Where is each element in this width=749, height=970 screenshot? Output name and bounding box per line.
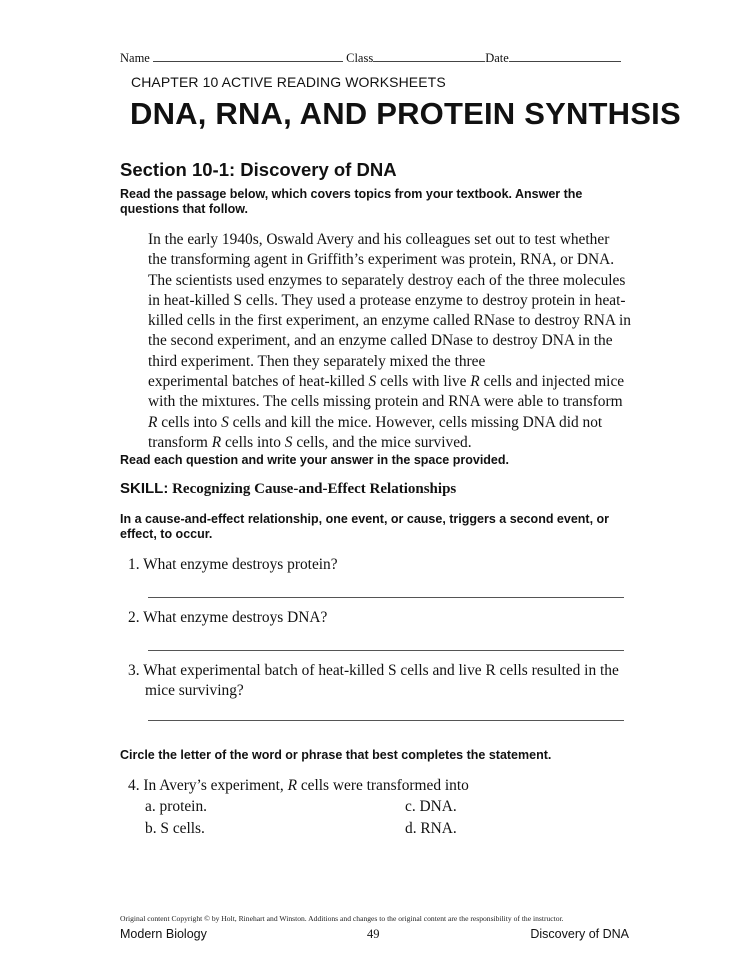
- footer-book-title: Modern Biology: [120, 927, 207, 941]
- passage-line: R cells into S cells and kill the mice. However, cells missing DNA did not: [148, 413, 603, 431]
- choice-b[interactable]: b. S cells.: [145, 820, 205, 837]
- skill-heading: [120, 480, 456, 498]
- passage-line: transform R cells into S cells, and the mice survived.: [148, 433, 472, 451]
- footer-section-title: Discovery of DNA: [530, 927, 629, 941]
- answer-line-3[interactable]: [148, 720, 624, 721]
- passage-line: third experiment. Then they separately mixed the three: [148, 352, 486, 370]
- description-line: In a cause-and-effect relationship, one event, or cause, triggers a second event, or: [120, 512, 610, 526]
- question-number: 4.: [128, 777, 140, 794]
- question-text: What experimental batch of heat-killed S cells and live R cells resulted in the: [143, 662, 619, 679]
- choice-d[interactable]: d. RNA.: [405, 820, 457, 837]
- question-text: In Avery’s experiment, R cells were transformed into: [143, 777, 469, 794]
- passage-line: experimental batches of heat-killed S cells with live R cells and injected mice: [148, 373, 625, 390]
- page-title: DNA, RNA, AND PROTEIN SYNTHSIS: [130, 96, 681, 131]
- name-label: Name: [120, 51, 150, 65]
- question-4: [128, 776, 469, 796]
- mc-instruction: Circle the letter of the word or phrase that best completes the statement.: [120, 748, 552, 762]
- passage-line: the transforming agent in Griffith’s experiment was protein, RNA, or DNA.: [148, 251, 615, 269]
- skill-description: [120, 512, 609, 542]
- answer-line-2[interactable]: [148, 650, 624, 651]
- passage-line: the second experiment, and an enzyme called DNase to destroy DNA in the: [148, 332, 613, 350]
- question-2: [128, 608, 327, 628]
- question-text: What enzyme destroys DNA?: [143, 609, 328, 626]
- passage-instruction: [120, 187, 582, 217]
- date-field[interactable]: [509, 50, 621, 62]
- description-line: effect, to occur.: [120, 527, 213, 541]
- passage-line: killed cells in the first experiment, an enzyme called RNase to destroy RNA in: [148, 312, 631, 330]
- page-number: 49: [367, 927, 380, 941]
- name-field[interactable]: [153, 50, 343, 62]
- choice-c[interactable]: c. DNA.: [405, 798, 457, 815]
- passage-paragraph-2: [148, 372, 648, 453]
- header-fields: [120, 50, 621, 66]
- passage-line: with the mixtures. The cells missing protein and RNA were able to transform: [148, 393, 623, 411]
- question-number: 1.: [128, 556, 140, 573]
- skill-title: Recognizing Cause-and-Effect Relationships: [172, 481, 457, 497]
- passage-paragraph-1: [148, 230, 648, 372]
- question-1: [128, 555, 338, 575]
- instruction-line: questions that follow.: [120, 202, 249, 216]
- passage-line: In the early 1940s, Oswald Avery and his colleagues set out to test whether: [148, 231, 610, 248]
- passage-line: in heat-killed S cells. They used a protease enzyme to destroy protein in heat-: [148, 291, 626, 309]
- answer-line-1[interactable]: [148, 597, 624, 598]
- class-label: Class: [346, 51, 374, 65]
- chapter-label: CHAPTER 10 ACTIVE READING WORKSHEETS: [131, 74, 446, 90]
- question-number: 2.: [128, 609, 140, 626]
- instruction-line: Read the passage below, which covers topics from your textbook. Answer the: [120, 187, 583, 201]
- section-title: Section 10-1: Discovery of DNA: [120, 159, 397, 180]
- date-label: Date: [485, 51, 509, 65]
- answer-instruction: Read each question and write your answer in the space provided.: [120, 453, 509, 467]
- question-text: What enzyme destroys protein?: [143, 556, 338, 573]
- question-text: mice surviving?: [145, 682, 244, 699]
- choice-a[interactable]: a. protein.: [145, 798, 207, 815]
- question-3: [128, 661, 619, 701]
- skill-label: SKILL:: [120, 480, 169, 497]
- class-field[interactable]: [373, 50, 485, 62]
- passage-line: The scientists used enzymes to separately destroy each of the three molecules: [148, 271, 626, 289]
- question-number: 3.: [128, 662, 140, 679]
- copyright-notice: Original content Copyright © by Holt, Rinehart and Winston. Additions and changes to the original content are the responsibility of the instructor.: [120, 914, 564, 923]
